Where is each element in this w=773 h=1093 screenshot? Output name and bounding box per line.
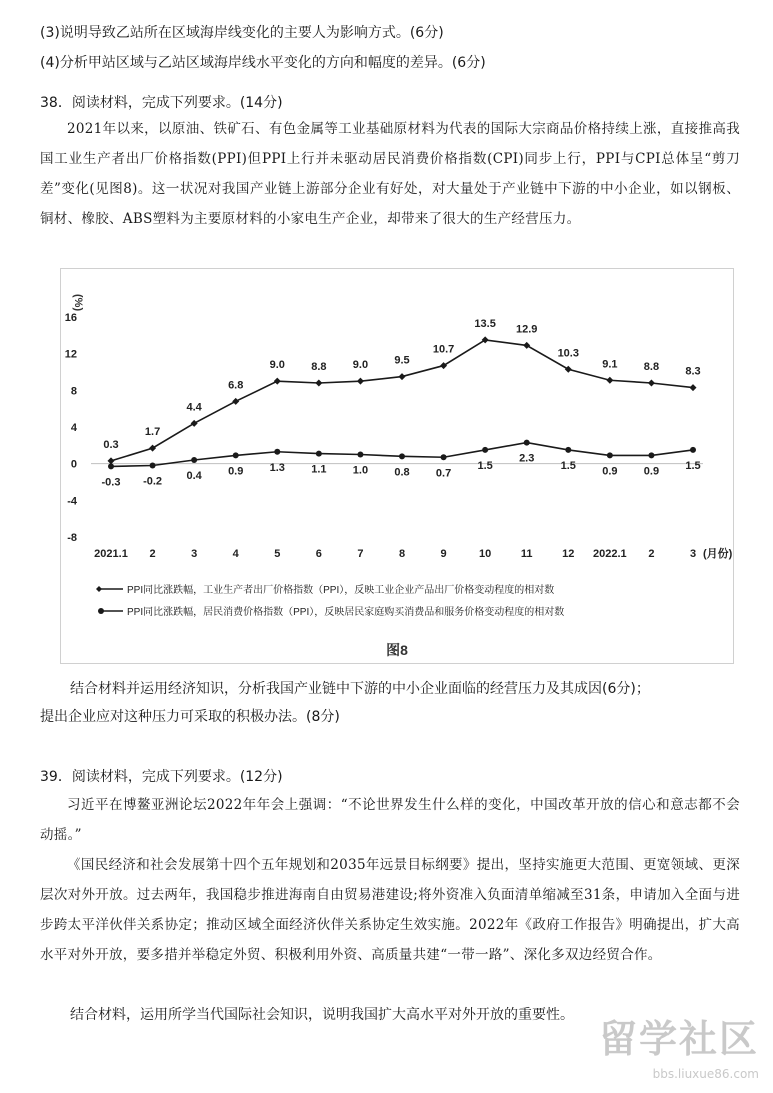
ppi-data-label: 8.3	[685, 365, 701, 378]
ppi-point	[232, 398, 239, 405]
ppi-data-label: 13.5	[474, 317, 496, 330]
cpi-point	[482, 447, 488, 453]
legend-entry-2: PPI同比涨跌幅，居民消费价格指数（PPI），反映居民家庭购买消费品和服务价格变动程度的相对数	[127, 607, 565, 618]
cpi-point	[565, 447, 571, 453]
q38-header: 38．阅读材料，完成下列要求。(14分)	[40, 95, 283, 111]
ppi-point	[315, 380, 322, 387]
q39-header: 39．阅读材料，完成下列要求。(12分)	[40, 769, 283, 785]
ppi-data-label: 0.3	[103, 438, 119, 451]
ppi-point	[149, 445, 156, 452]
y-axis-label: (%)	[72, 294, 84, 312]
ppi-data-label: 9.5	[394, 354, 410, 367]
cpi-point	[524, 440, 530, 446]
x-tick-label: 11	[520, 548, 533, 560]
q38-material-text: 2021年以来，以原油、铁矿石、有色金属等工业基础原材料为代表的国际大宗商品价格持续上涨，直接推高我国工业生产者出厂价格指数(PPI)但PPI上行并未驱动居民消费价格指数(CPI)同步上行，PPI与CPI总体呈“剪刀差”变化(见图8)。这一状况对我国产业链上游部分企业有好处，对大量处于产业链中下游的中小企业，如以钢板、铜材、橡胶、ABS塑料为主要原材料的小家电生产企业，却带来了很大的生产经营压力。	[40, 121, 740, 227]
ppi-point	[191, 420, 198, 427]
cpi-point	[316, 451, 322, 457]
q38-material	[40, 114, 740, 234]
ppi-data-label: 9.0	[352, 359, 369, 372]
cpi-data-label: 0.8	[394, 466, 410, 479]
cpi-point	[233, 452, 239, 458]
x-tick-label: 2	[149, 548, 156, 560]
x-tick-label: 5	[274, 548, 281, 560]
y-tick-label: 12	[64, 348, 77, 361]
x-tick-label: 8	[398, 548, 406, 560]
x-tick-label: 9	[440, 548, 447, 560]
q39-paragraph-1: 习近平在博鳌亚洲论坛2022年年会上强调：“不论世界发生什么样的变化，中国改革开放的信心和意志都不会动摇。”	[40, 797, 740, 843]
x-tick-label: 2022.1	[593, 548, 627, 560]
figure-title: 图8	[386, 642, 408, 658]
cpi-data-label: 2.3	[519, 452, 535, 465]
cpi-point	[191, 457, 197, 463]
cpi-data-label: 1.5	[477, 459, 493, 472]
ppi-point	[399, 373, 406, 380]
y-tick-label: 16	[64, 312, 77, 324]
ppi-data-label: 9.1	[602, 358, 618, 371]
cpi-point	[357, 452, 363, 458]
cpi-data-label: 1.3	[269, 461, 285, 474]
cpi-point	[607, 452, 613, 458]
cpi-data-label: 1.5	[685, 459, 701, 472]
cpi-point	[441, 454, 447, 460]
ppi-point	[357, 378, 364, 385]
q38-question-1: 结合材料并运用经济知识，分析我国产业链中下游的中小企业面临的经营压力及其成因(6分)；	[70, 681, 650, 697]
y-tick-label: -4	[67, 495, 77, 508]
watermark-url: bbs.liuxue86.com	[652, 1067, 759, 1081]
legend-entry-1: PPI同比涨跌幅，工业生产者出厂价格指数（PPI），反映工业企业产品出厂价格变动程度的相对数	[127, 585, 555, 596]
x-tick-label: 7	[357, 548, 364, 560]
cpi-data-label: 1.5	[560, 459, 576, 472]
cpi-point	[274, 449, 280, 455]
x-tick-label: 6	[315, 548, 322, 560]
cpi-data-label: -0.2	[143, 475, 163, 488]
x-tick-label: 3	[191, 548, 198, 560]
x-tick-label: 3	[689, 548, 697, 560]
watermark-logo: 留学社区	[598, 1017, 759, 1061]
ppi-point	[274, 378, 281, 385]
cpi-data-label: 0.4	[186, 470, 202, 482]
cpi-data-label: 0.7	[435, 467, 452, 480]
q39-question: 结合材料，运用所学当代国际社会知识，说明我国扩大高水平对外开放的重要性。	[70, 1007, 574, 1023]
ppi-point	[648, 380, 655, 387]
x-tick-label: 4	[232, 548, 239, 560]
x-tick-label: 2021.1	[94, 548, 128, 560]
ppi-data-label: 6.8	[228, 379, 244, 392]
legend-marker	[96, 586, 102, 592]
cpi-point	[399, 453, 405, 459]
cpi-point	[108, 463, 114, 469]
ppi-point	[523, 342, 530, 349]
y-tick-label: 0	[70, 458, 77, 471]
ppi-data-label: 10.7	[432, 343, 455, 356]
ppi-cpi-chart	[61, 269, 733, 663]
ppi-point	[565, 366, 572, 373]
x-tick-label: 12	[562, 548, 575, 560]
x-tick-label: 2	[648, 548, 655, 560]
q37-line-3: (3)说明导致乙站所在区域海岸线变化的主要人为影响方式。(6分)	[40, 25, 444, 41]
cpi-data-label: 1.0	[352, 464, 369, 477]
q39-material	[40, 790, 740, 970]
cpi-data-label: -0.3	[101, 476, 121, 489]
ppi-point	[690, 384, 697, 391]
ppi-data-label: 4.4	[186, 401, 202, 414]
ppi-data-label: 10.3	[557, 347, 579, 360]
cpi-data-label: 0.9	[643, 465, 660, 478]
cpi-point	[648, 452, 654, 458]
y-tick-label: -8	[67, 532, 77, 544]
ppi-data-label: 12.9	[516, 323, 538, 336]
x-axis-label: (月份)	[703, 548, 733, 560]
ppi-data-label: 8.8	[643, 361, 660, 373]
cpi-data-label: 1.1	[311, 463, 327, 476]
q37-line-4: (4)分析甲站区域与乙站区域海岸线水平变化的方向和幅度的差异。(6分)	[40, 55, 486, 71]
cpi-data-label: 0.9	[228, 465, 244, 478]
cpi-data-label: 0.9	[602, 465, 618, 478]
x-tick-label: 10	[479, 548, 492, 560]
ppi-data-label: 1.7	[144, 426, 161, 439]
cpi-point	[690, 447, 696, 453]
q39-paragraph-2: 《国民经济和社会发展第十四个五年规划和2035年远景目标纲要》提出，坚持实施更大范围、更宽领域、更深层次对外开放。过去两年，我国稳步推进海南自由贸易港建设;将外资准入负面清单缩减至31条，申请加入全面与进步跨太平洋伙伴关系协定；推动区域全面经济伙伴关系协定生效实施。2022年《政府工作报告》明确提出，扩大高水平对外开放，要多措并举稳定外贸、积极利用外资、高质量共建“一带一路”、深化多双边经贸合作。	[40, 857, 740, 963]
figure-8	[60, 268, 734, 664]
cpi-point	[150, 463, 156, 469]
y-tick-label: 4	[70, 422, 77, 434]
legend-marker	[98, 608, 104, 614]
q38-question-2: 提出企业应对这种压力可采取的积极办法。(8分)	[40, 709, 340, 725]
ppi-data-label: 8.8	[311, 361, 327, 373]
ppi-data-label: 9.0	[269, 359, 285, 372]
ppi-point	[606, 377, 613, 384]
y-tick-label: 8	[70, 385, 77, 398]
